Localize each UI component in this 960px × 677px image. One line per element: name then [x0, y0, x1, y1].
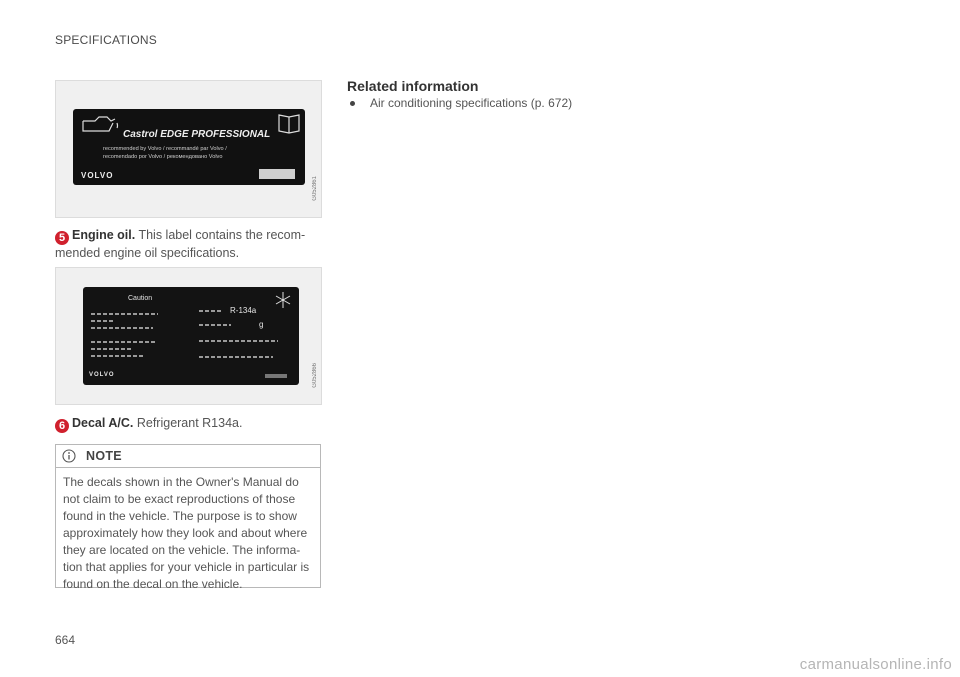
volvo-logo: VOLVO — [81, 171, 114, 180]
callout-number: 5 — [55, 231, 69, 245]
castrol-brand: Castrol EDGE PROFESSIONAL — [123, 129, 271, 140]
note-header — [56, 445, 320, 468]
engine-oil-label-image — [73, 109, 305, 185]
caption-engine-oil — [55, 227, 320, 262]
related-info-title: Related information — [347, 78, 479, 94]
figure-code: G052861 — [312, 176, 318, 201]
decal-text-lines — [83, 287, 299, 385]
note-box — [55, 444, 321, 591]
related-link[interactable]: Air conditioning specifications (p. 672) — [347, 96, 572, 110]
charge-unit: g — [259, 320, 264, 329]
refrigerant-type: R-134a — [230, 306, 257, 315]
manual-book-icon — [279, 115, 299, 133]
caption-title: Decal A/C. — [72, 416, 134, 430]
figure-code: G052866 — [312, 363, 318, 388]
caption-text: Refrigerant R134a. — [133, 416, 243, 430]
caption-title: Engine oil. — [72, 228, 136, 242]
volvo-logo: VOLVO — [89, 372, 115, 378]
callout-number: 6 — [55, 419, 69, 433]
note-body: The decals shown in the Owner's Manual do not claim to be exact reproductions of those found in the vehicle. The purpose is to show approximately how they look and about where they are located on the vehicle. The informa-tion that applies for your vehicle in particular is found on the decal on the vehicle. — [63, 475, 310, 591]
ac-decal-figure — [55, 267, 322, 405]
section-header: SPECIFICATIONS — [55, 33, 157, 47]
caution-heading: Caution — [128, 295, 153, 302]
caption-decal-ac — [55, 415, 320, 433]
note-title: NOTE — [86, 449, 122, 463]
info-icon — [62, 449, 76, 463]
recommend-line-1: recommended by Volvo / recommandé par Volvo / — [103, 146, 227, 152]
page-number: 664 — [55, 633, 76, 647]
watermark: carmanualsonline.info — [799, 656, 952, 673]
caption-text: This label contains the recom-mended engine oil specifications. — [55, 228, 306, 260]
engine-oil-figure — [55, 80, 322, 218]
snowflake-icon — [276, 292, 290, 308]
related-info-list — [347, 96, 572, 110]
ac-decal-image — [83, 287, 299, 385]
recommend-line-2: recomendado por Volvo / рекомендовано Volvo — [103, 154, 223, 160]
